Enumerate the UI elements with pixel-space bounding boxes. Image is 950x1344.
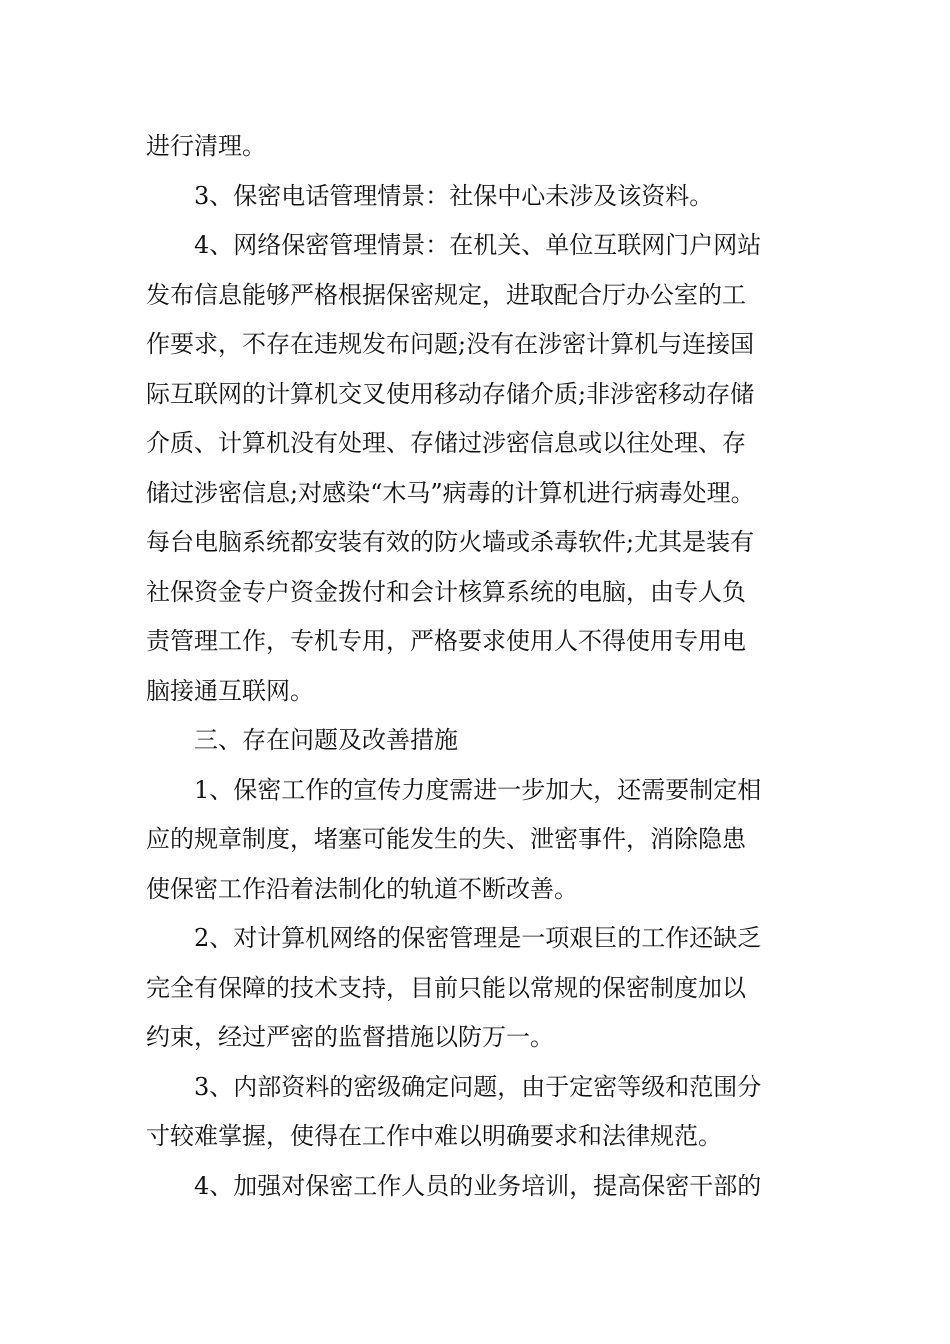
text-line: 3、保密电话管理情景：社保中心未涉及该资料。 xyxy=(194,181,714,210)
text-line: 际互联网的计算机交叉使用移动存储介质;非涉密移动存储 xyxy=(146,379,755,408)
text-line: 发布信息能够严格根据保密规定，进取配合厅办公室的工 xyxy=(146,280,746,309)
text-line: 3、内部资料的密级确定问题，由于定密等级和范围分 xyxy=(194,1072,762,1101)
text-line: 寸较难掌握，使得在工作中难以明确要求和法律规范。 xyxy=(146,1122,722,1150)
text-line: 脑接通互联网。 xyxy=(146,676,314,705)
text-line: 社保资金专户资金拨付和会计核算系统的电脑，由专人负 xyxy=(146,577,746,606)
text-line: 储过涉密信息;对感染“木马”病毒的计算机进行病毒处理。 xyxy=(146,478,755,507)
text-line: 4、网络保密管理情景：在机关、单位互联网门户网站 xyxy=(194,231,762,259)
text-line: 2、对计算机网络的保密管理是一项艰巨的工作还缺乏 xyxy=(194,924,762,952)
text-line: 约束，经过严密的监督措施以防万一。 xyxy=(146,1023,554,1051)
text-line: 4、加强对保密工作人员的业务培训，提高保密干部的 xyxy=(194,1171,762,1200)
text-line: 责管理工作，专机专用，严格要求使用人不得使用专用电 xyxy=(146,627,746,655)
text-line: 进行清理。 xyxy=(146,132,266,160)
text-line: 应的规章制度，堵塞可能发生的失、泄密事件，消除隐患 xyxy=(146,825,746,853)
text-line: 使保密工作沿着法制化的轨道不断改善。 xyxy=(146,874,578,903)
text-line: 介质、计算机没有处理、存储过涉密信息或以往处理、存 xyxy=(146,429,746,457)
text-line: 作要求，不存在违规发布问题;没有在涉密计算机与连接国 xyxy=(146,330,755,358)
section-heading: 三、存在问题及改善措施 xyxy=(194,726,458,754)
text-line: 1、保密工作的宣传力度需进一步加大，还需要制定相 xyxy=(194,775,762,804)
document-page xyxy=(146,122,806,1211)
text-line: 每台电脑系统都安装有效的防火墙或杀毒软件;尤其是装有 xyxy=(146,528,755,556)
text-line: 完全有保障的技术支持，目前只能以常规的保密制度加以 xyxy=(146,973,746,1002)
